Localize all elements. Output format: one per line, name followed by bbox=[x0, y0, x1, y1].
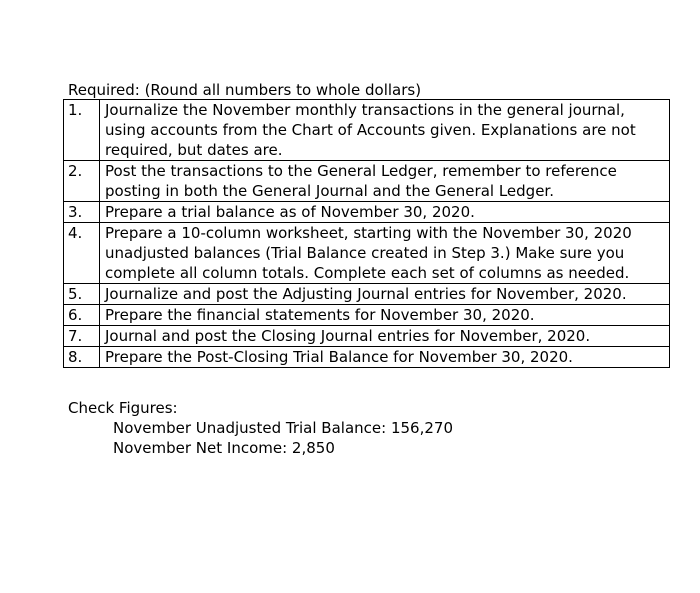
step-number: 4. bbox=[64, 223, 100, 284]
steps-table bbox=[63, 99, 670, 368]
required-heading: Required: (Round all numbers to whole dollars) bbox=[68, 81, 422, 99]
step-number: 8. bbox=[64, 347, 100, 368]
step-text: Prepare a trial balance as of November 30, 2020. bbox=[100, 202, 670, 223]
check-figures-heading: Check Figures: bbox=[68, 399, 178, 417]
step-row bbox=[64, 223, 670, 284]
net-income-figure: November Net Income: 2,850 bbox=[113, 439, 335, 457]
step-number: 6. bbox=[64, 305, 100, 326]
step-row bbox=[64, 100, 670, 161]
step-row bbox=[64, 161, 670, 202]
step-text: Journalize the November monthly transactions in the general journal, using accounts from the Chart of Accounts given. Explanations are not required, but dates are. bbox=[100, 100, 670, 161]
step-row bbox=[64, 284, 670, 305]
step-text: Prepare the financial statements for November 30, 2020. bbox=[100, 305, 670, 326]
step-row bbox=[64, 305, 670, 326]
step-number: 1. bbox=[64, 100, 100, 161]
step-number: 2. bbox=[64, 161, 100, 202]
step-row bbox=[64, 347, 670, 368]
step-text: Post the transactions to the General Ledger, remember to reference posting in both the General Journal and the General Ledger. bbox=[100, 161, 670, 202]
check-figures-section bbox=[68, 398, 453, 458]
step-number: 7. bbox=[64, 326, 100, 347]
step-text: Journalize and post the Adjusting Journal entries for November, 2020. bbox=[100, 284, 670, 305]
step-row bbox=[64, 202, 670, 223]
step-text: Journal and post the Closing Journal entries for November, 2020. bbox=[100, 326, 670, 347]
step-text: Prepare a 10-column worksheet, starting with the November 30, 2020 unadjusted balances (Trial Balance created in Step 3.) Make sure you complete all column totals. Complete each set of columns as needed. bbox=[100, 223, 670, 284]
step-row bbox=[64, 326, 670, 347]
unadjusted-trial-balance-figure: November Unadjusted Trial Balance: 156,270 bbox=[113, 419, 453, 437]
step-text: Prepare the Post-Closing Trial Balance for November 30, 2020. bbox=[100, 347, 670, 368]
step-number: 5. bbox=[64, 284, 100, 305]
step-number: 3. bbox=[64, 202, 100, 223]
required-section bbox=[63, 81, 670, 368]
